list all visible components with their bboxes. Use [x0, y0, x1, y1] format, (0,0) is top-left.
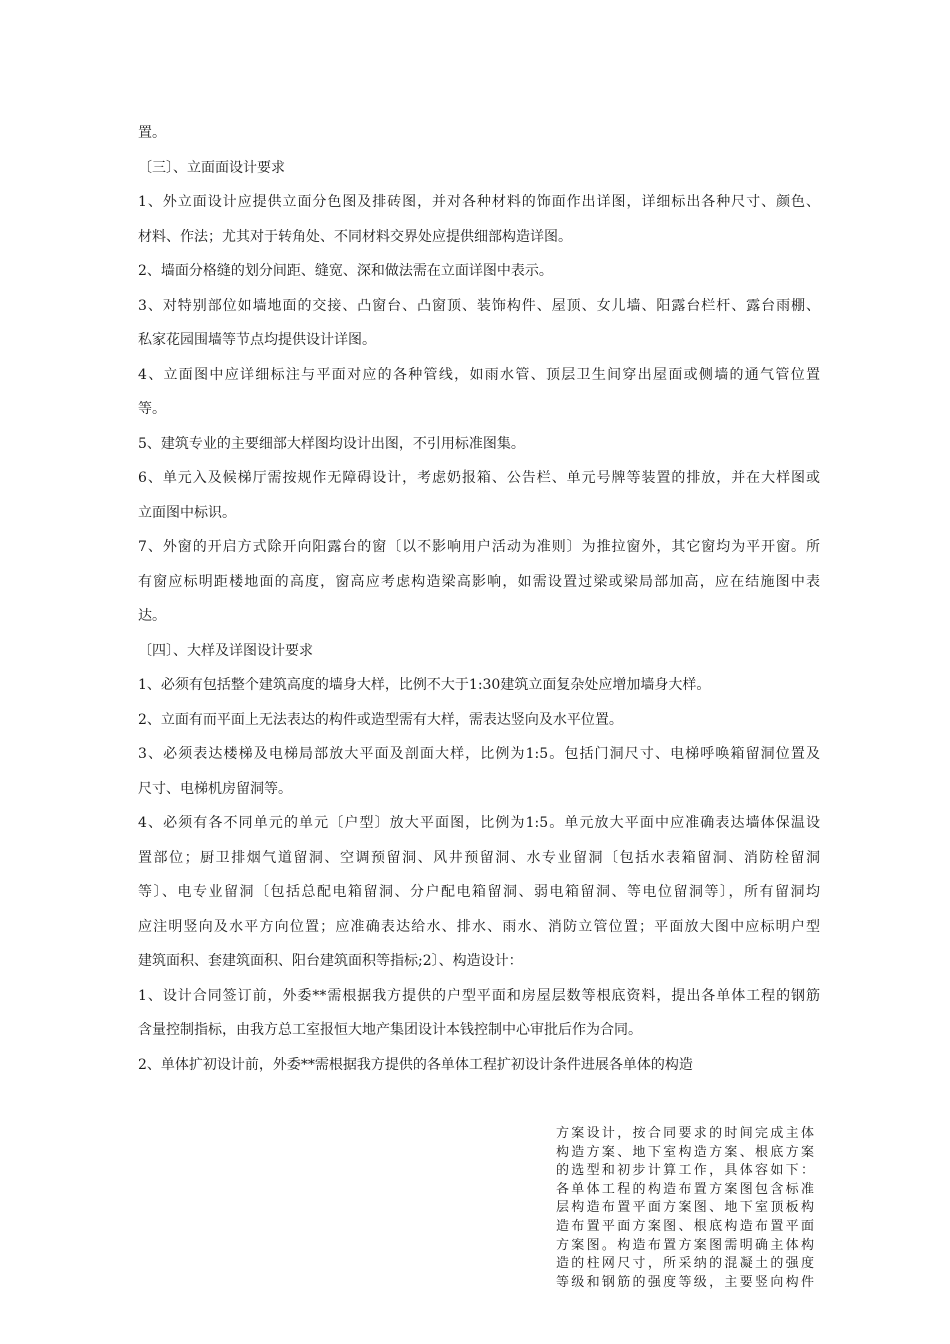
body-line: 含量控制指标，由我方总工室报恒大地产集团设计本钱控制中心审批后作为合同。 [138, 1022, 642, 1038]
body-line: 4、必须有各不同单元的单元〔户型〕放大平面图，比例为1:5。单元放大平面中应准确表达墙体保温设 [138, 815, 820, 831]
body-line: 〔四〕、大样及详图设计要求 [138, 642, 313, 659]
body-line: 5、建筑专业的主要细部大样图均设计出图，不引用标准图集。 [138, 435, 525, 452]
body-line: 1、外立面设计应提供立面分色图及排砖图，并对各种材料的饰面作出详图，详细标出各种尺寸、颜色、 [138, 194, 820, 210]
body-line: 2、立面有而平面上无法表达的构件或造型需有大样，需表达竖向及水平位置。 [138, 711, 623, 728]
body-line: 1、设计合同签订前，外委**需根据我方提供的户型平面和房屋层数等根底资料，提出各单体工程的钢筋 [138, 987, 820, 1004]
body-line: 3、必须表达楼梯及电梯局部放大平面及剖面大样，比例为1:5。包括门洞尺寸、电梯呼唤箱留洞位置及 [138, 746, 820, 762]
side-line: 层构造布置平面方案图、地下室顶板构 [556, 1200, 814, 1216]
side-line: 构造方案、地下室构造方案、根底方案 [556, 1144, 814, 1160]
body-line: 尺寸、电梯机房留洞等。 [138, 780, 292, 797]
body-line: 有窗应标明距楼地面的高度，窗高应考虑构造梁高影响，如需设置过梁或梁局部加高，应在结施图中表 [138, 573, 820, 590]
body-line: 〔三〕、立面面设计要求 [138, 159, 285, 176]
side-line: 方案图。构造布置方案图需明确主体构 [556, 1237, 814, 1253]
side-line: 等级和钢筋的强度等级，主要竖向构件 [556, 1274, 814, 1290]
side-line: 各单体工程的构造布置方案图包含标准 [556, 1181, 814, 1197]
side-column-text [556, 1125, 814, 1292]
body-line: 立面图中标识。 [138, 504, 236, 521]
body-line: 3、对特别部位如墙地面的交接、凸窗台、凸窗顶、装饰构件、屋顶、女儿墙、阳露台栏杆、露台雨棚、 [138, 297, 820, 314]
body-line: 2、墙面分格缝的划分间距、缝宽、深和做法需在立面详图中表示。 [138, 263, 553, 279]
side-line: 造布置平面方案图、根底构造布置平面 [556, 1218, 814, 1234]
body-line: 1、必须有包括整个建筑高度的墙身大样，比例不大于1:30建筑立面复杂处应增加墙身大样。 [138, 677, 711, 693]
body-line: 达。 [138, 608, 166, 624]
body-line: 材料、作法；尤其对于转角处、不同材料交界处应提供细部构造详图。 [138, 228, 572, 245]
side-line: 方案设计，按合同要求的时间完成主体 [556, 1126, 814, 1141]
body-line: 置。 [138, 125, 166, 141]
body-line: 应注明竖向及水平方向位置；应准确表达给水、排水、雨水、消防立管位置；平面放大图中应标明户型 [138, 918, 820, 935]
body-line: 私家花园围墙等节点均提供设计详图。 [138, 332, 376, 348]
main-body-text [138, 116, 820, 1082]
body-line: 建筑面积、套建筑面积、阳台建筑面积等指标;2〕、构造设计： [138, 953, 523, 969]
body-line: 等。 [138, 401, 166, 417]
body-line: 4、立面图中应详细标注与平面对应的各种管线，如雨水管、顶层卫生间穿出屋面或侧墙的通气管位置 [138, 366, 820, 383]
body-line: 等〕、电专业留洞〔包括总配电箱留洞、分户配电箱留洞、弱电箱留洞、等电位留洞等〕，所有留洞均 [138, 884, 820, 900]
side-line: 的选型和初步计算工作，具体容如下： [556, 1163, 814, 1179]
body-line: 7、外窗的开启方式除开向阳露台的窗〔以不影响用户活动为准则〕为推拉窗外，其它窗均为平开窗。所 [138, 539, 820, 555]
side-line: 造的柱网尺寸，所采纳的混凝土的强度 [556, 1256, 814, 1272]
body-line: 2、单体扩初设计前，外委**需根据我方提供的各单体工程扩初设计条件进展各单体的构造 [138, 1056, 693, 1073]
body-line: 6、单元入及候梯厅需按规作无障碍设计，考虑奶报箱、公告栏、单元号牌等装置的排放，并在大样图或 [138, 470, 820, 486]
body-line: 置部位；厨卫排烟气道留洞、空调预留洞、风井预留洞、水专业留洞〔包括水表箱留洞、消防栓留洞 [138, 849, 820, 866]
